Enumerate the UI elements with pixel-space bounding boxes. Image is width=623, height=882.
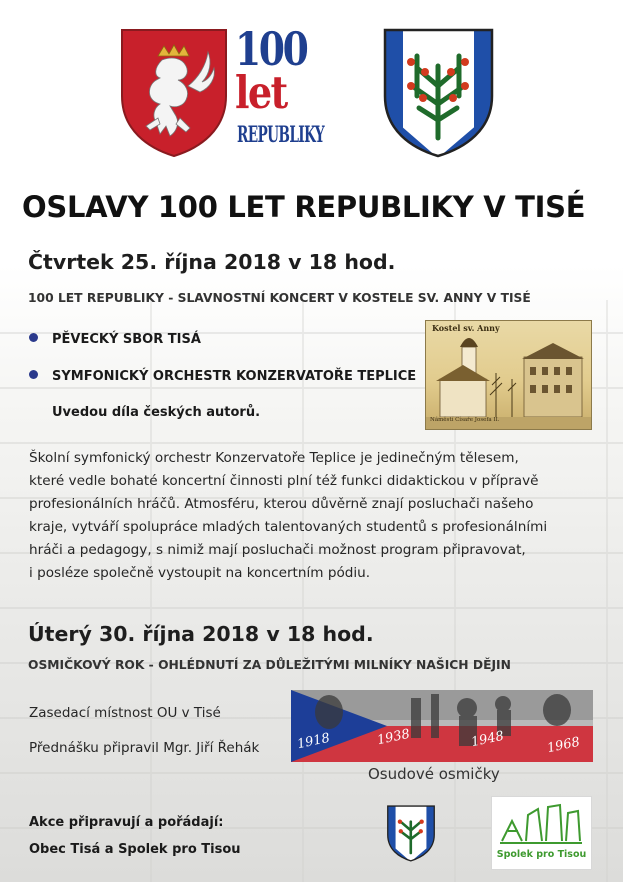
logo-word-let: let <box>235 66 287 119</box>
event2-date: Úterý 30. října 2018 v 18 hod. <box>28 622 374 646</box>
photo-caption: Kostel sv. Anny <box>432 323 500 333</box>
event1-date: Čtvrtek 25. října 2018 v 18 hod. <box>28 250 396 274</box>
event2-subtitle: OSMIČKOVÝ ROK - OHLÉDNUTÍ ZA DŮLEŽITÝMI MILNÍKY NAŠICH DĚJIN <box>28 658 511 672</box>
performer-item <box>29 369 416 384</box>
banner-year: 1938 <box>375 726 412 749</box>
spolek-rocks-icon <box>498 801 584 845</box>
event1-subtitle: 100 LET REPUBLIKY - SLAVNOSTNÍ KONCERT V KOSTELE SV. ANNY V TISÉ <box>28 291 531 305</box>
tisa-coat-of-arms-small <box>386 804 436 862</box>
church-photo <box>425 320 592 430</box>
event1-description <box>29 447 591 585</box>
performer-item <box>29 332 201 347</box>
photo-subcaption: Náměstí Císaře Josefa II. <box>430 417 500 423</box>
event2-location: Zasedací místnost OU v Tisé <box>29 705 221 721</box>
bullet-icon <box>29 370 38 379</box>
czech-lion-coat-of-arms <box>118 26 230 158</box>
paragraph-line: hráči a pedagogy, s nimiž mají posluchači možnost program připravovat, <box>29 542 526 558</box>
paragraph-line: i posléze společně vystoupit na koncertním pódiu. <box>29 565 371 581</box>
event1-note: Uvedou díla českých autorů. <box>52 405 261 420</box>
paragraph-line: profesionálních hráčů. Atmosféru, kterou důvěrně znají posluchači našeho <box>29 496 534 512</box>
spolek-logo-text: Spolek pro Tisou <box>496 849 587 860</box>
logo-word-republiky: REPUBLIKY <box>237 122 325 148</box>
logo-number: 100 <box>235 22 307 76</box>
bullet-icon <box>29 333 38 342</box>
event2-lecturer: Přednášku připravil Mgr. Jiří Řehák <box>29 740 260 756</box>
osmicky-banner <box>291 690 593 762</box>
paragraph-line: Školní symfonický orchestr Konzervatoře Teplice je jedinečným tělesem, <box>29 450 519 466</box>
paragraph-line: které vedle bohaté koncertní činnosti plní též funkci didaktickou v přípravě <box>29 473 539 489</box>
paragraph-line: kraje, vytváří spolupráce mladých talentovaných studentů s profesionálními <box>29 519 548 535</box>
organizers-names: Obec Tisá a Spolek pro Tisou <box>29 842 241 857</box>
organizers-intro: Akce připravují a pořádají: <box>29 815 224 830</box>
performer-label: PĚVECKÝ SBOR TISÁ <box>52 332 201 347</box>
tisa-coat-of-arms <box>381 26 496 158</box>
banner-year: 1968 <box>545 734 582 757</box>
banner-year: 1948 <box>469 728 506 751</box>
100-let-republiky-logo <box>233 22 343 162</box>
banner-caption: Osudové osmičky <box>368 765 500 783</box>
performer-label: SYMFONICKÝ ORCHESTR KONZERVATOŘE TEPLICE <box>52 369 417 384</box>
spolek-pro-tisou-logo <box>491 796 592 870</box>
church-illustration <box>426 333 591 429</box>
banner-year: 1918 <box>295 730 332 753</box>
page-title: OSLAVY 100 LET REPUBLIKY V TISÉ <box>22 190 586 224</box>
